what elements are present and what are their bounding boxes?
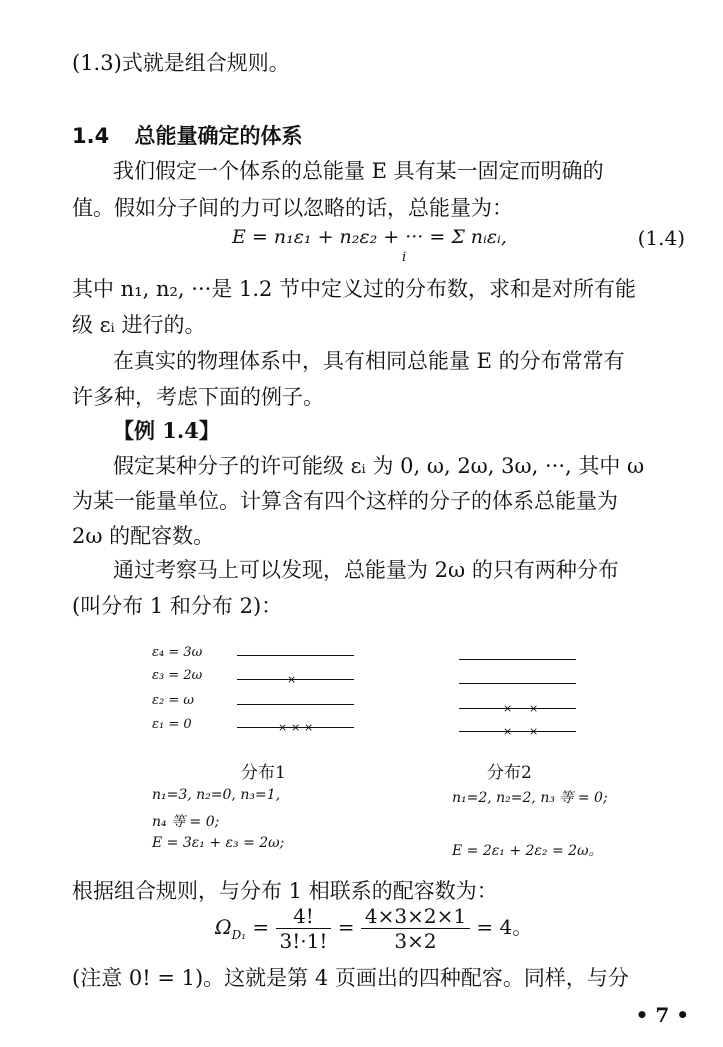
paragraph-5-line-a: 通过考察马上可以发现，总能量为 2ω 的只有两种分布 (113, 558, 619, 582)
dist2-level-3 (459, 683, 576, 684)
example-label: 【例 1.4】 (113, 418, 220, 443)
fraction-2-denominator: 3×2 (394, 929, 437, 953)
dist2-molecule-mark: × (503, 725, 513, 738)
dist1-molecule-mark: × (287, 673, 297, 686)
paragraph-2-line-b: 级 εᵢ 进行的。 (72, 313, 206, 337)
paragraph-2-line-a: 其中 n₁, n₂, ···是 1.2 节中定义过的分布数，求和是对所有能 (72, 277, 637, 301)
paragraph-3-line-b: 许多种，考虑下面的例子。 (72, 385, 324, 409)
level-label-e4: ε₄ = 3ω (152, 645, 203, 660)
paragraph-5-line-b: (叫分布 1 和分布 2)： (72, 594, 283, 618)
paragraph-1-line-b: 值。假如分子间的力可以忽略的话，总能量为： (72, 196, 513, 220)
fraction-2-numerator: 4×3×2×1 (361, 904, 470, 929)
equation-number-1-4: (1.4) (637, 226, 685, 250)
dist1-energy: E = 3ε₁ + ε₃ = 2ω; (152, 835, 285, 851)
paragraph-3-line-a: 在真实的物理体系中，具有相同总能量 E 的分布常常有 (113, 349, 625, 373)
level-label-e3: ε₃ = 2ω (152, 668, 203, 683)
dist1-numbers-line2: n₄ 等 = 0; (152, 814, 220, 830)
section-number: 1.4 (72, 124, 110, 148)
dist2-level-2 (459, 708, 576, 709)
level-label-e2: ε₂ = ω (152, 693, 194, 708)
equals-sign: = (337, 915, 355, 939)
dist1-level-4 (237, 655, 354, 656)
dist1-level-2 (237, 704, 354, 705)
page-number: • 7 • (635, 1003, 689, 1027)
dist1-molecule-mark: × (304, 721, 314, 734)
line-1-3-rule: (1.3)式就是组合规则。 (72, 51, 290, 75)
paragraph-4-line-b: 为某一能量单位。计算含有四个这样的分子的体系总能量为 (72, 489, 618, 513)
dist2-level-1 (459, 731, 576, 732)
fraction-1-numerator: 4! (276, 904, 332, 929)
section-title: 总能量确定的体系 (134, 124, 303, 148)
omega-equation (215, 904, 532, 953)
dist1-caption: 分布1 (241, 763, 286, 783)
dist2-caption: 分布2 (487, 763, 532, 783)
dist1-numbers-line1: n₁=3, n₂=0, n₃=1, (152, 787, 281, 803)
dist2-molecule-mark: × (529, 702, 539, 715)
dist1-molecule-mark: × (291, 721, 301, 734)
paragraph-4-line-a: 假定某种分子的许可能级 εᵢ 为 0, ω, 2ω, 3ω, ···, 其中 ω (113, 454, 645, 478)
omega-symbol: Ω (215, 915, 232, 939)
section-heading (72, 120, 303, 150)
equals-sign: = (252, 915, 270, 939)
dist2-energy: E = 2ε₁ + 2ε₂ = 2ω。 (452, 843, 603, 859)
dist2-molecule-mark: × (503, 702, 513, 715)
fraction-expanded (361, 904, 470, 953)
dist2-numbers-line1: n₁=2, n₂=2, n₃ 等 = 0; (452, 790, 608, 806)
level-label-e1: ε₁ = 0 (152, 717, 192, 732)
paragraph-4-line-c: 2ω 的配容数。 (72, 524, 215, 548)
fraction-factorials (276, 904, 332, 953)
fraction-1-denominator: 3!·1! (279, 929, 328, 953)
equation-1-4-sum-index: i (402, 250, 407, 265)
paragraph-6: 根据组合规则，与分布 1 相联系的配容数为： (72, 879, 498, 903)
paragraph-1-line-a: 我们假定一个体系的总能量 E 具有某一固定而明确的 (113, 159, 604, 183)
dist1-molecule-mark: × (278, 721, 288, 734)
paragraph-7: (注意 0! = 1)。这就是第 4 页画出的四种配容。同样，与分 (72, 966, 629, 990)
dist2-molecule-mark: × (529, 725, 539, 738)
dist2-level-4 (459, 659, 576, 660)
omega-subscript: D₁ (231, 928, 247, 942)
omega-result: = 4。 (476, 915, 533, 939)
equation-1-4: E = n₁ε₁ + n₂ε₂ + ··· = Σ nᵢεᵢ, (232, 226, 507, 248)
